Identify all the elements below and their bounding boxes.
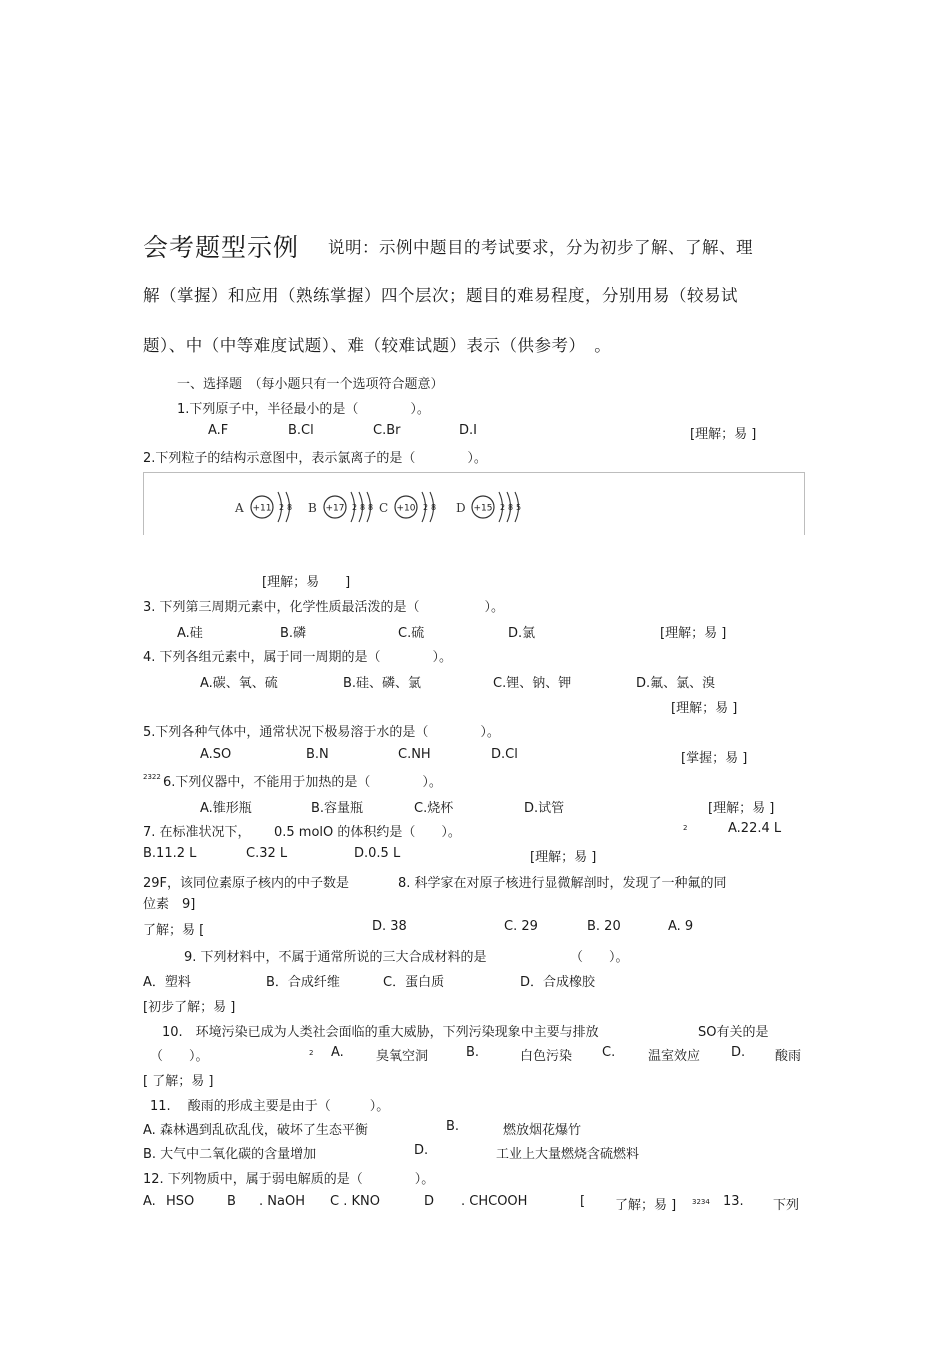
q4-option-c: C.锂、钠、钾 xyxy=(493,676,572,691)
q11-stem: 11. 酸雨的形成主要是由于（ ）。 xyxy=(150,1099,390,1114)
q9-option-d: D．合成橡胶 xyxy=(520,975,596,990)
q5-option-a: A.SO xyxy=(200,747,232,762)
q1-tag: [理解；易 ] xyxy=(690,427,757,442)
q1-option-c: C.Br xyxy=(373,423,401,438)
q8-option-a: A. 9 xyxy=(668,919,694,934)
q4-option-a: A.碳、氧、硫 xyxy=(200,676,278,691)
electron-count-b-3: 8 xyxy=(368,503,374,512)
q6-stem: 6.下列仪器中，不能用于加热的是（ ）。 xyxy=(163,775,442,790)
q12-option-a-text: HSO xyxy=(166,1194,195,1209)
q7-option-a: A.22.4 L xyxy=(728,821,782,836)
q5-tag: [掌握；易 ] xyxy=(681,751,748,766)
q8-line-1b: 8. 科学家在对原子核进行显微解剖时，发现了一种氟的同 xyxy=(398,876,727,891)
q12-stem: 12. 下列物质中，属于弱电解质的是（ ）。 xyxy=(143,1172,435,1187)
q8-line-1a: 29F，该同位素原子核内的中子数是 xyxy=(143,876,350,891)
q12-option-c: C . KNO xyxy=(330,1194,380,1209)
q12-tag: 了解；易 ] xyxy=(615,1198,677,1213)
q13-stem-start: 下列 xyxy=(773,1198,800,1213)
q4-option-d: D.氟、氯、溴 xyxy=(636,676,716,691)
q12-option-d-text: . CHCOOH xyxy=(461,1194,528,1209)
electron-count-c-1: 2 xyxy=(423,503,429,512)
q9-option-a: A．塑料 xyxy=(143,975,191,990)
q12-option-d-letter: D xyxy=(424,1194,435,1209)
q1-stem: 1.下列原子中，半径最小的是（ ）。 xyxy=(177,402,430,417)
q1-option-a: A.F xyxy=(208,423,229,438)
q12-option-b-text: . NaOH xyxy=(259,1194,305,1209)
q5-option-b: B.N xyxy=(306,747,329,762)
q6-tag: [理解；易 ] xyxy=(708,801,775,816)
q6-option-a: A.锥形瓶 xyxy=(200,801,252,816)
electron-count-b-2: 8 xyxy=(360,503,366,512)
q12-tag-bracket: [ xyxy=(580,1194,586,1209)
electron-count-d-2: 8 xyxy=(508,503,514,512)
q10-option-c-letter: C. xyxy=(602,1045,616,1060)
atom-structure-figure xyxy=(143,472,805,535)
nucleus-charge-c: +10 xyxy=(396,503,416,514)
q3-option-a: A.硅 xyxy=(177,626,203,641)
q11-option-3: B. 大气中二氧化碳的含量增加 xyxy=(143,1147,317,1162)
q10-option-b-text: 白色污染 xyxy=(520,1049,573,1064)
q9-blank: （ ）。 xyxy=(570,950,629,965)
q7-subscript: 2 xyxy=(683,824,688,832)
q10-option-d-letter: D. xyxy=(731,1045,746,1060)
intro-line-3: 题）、中（中等难度试题）、难（较难试题）表示（供参考） 。 xyxy=(143,336,612,355)
q8-option-d: D. 38 xyxy=(372,919,407,934)
q4-stem: 4. 下列各组元素中，属于同一周期的是（ ）。 xyxy=(143,650,453,665)
q8-tag: 了解；易 [ xyxy=(143,923,205,938)
q12-subscript-digits: 3234 xyxy=(692,1198,710,1206)
electron-count-c-2: 8 xyxy=(431,503,437,512)
q10-tag: [ 了解；易 ] xyxy=(143,1074,214,1089)
q10-blank: （ ）。 xyxy=(150,1049,209,1064)
electron-count-d-3: 5 xyxy=(516,503,522,512)
q4-tag: [理解；易 ] xyxy=(671,701,738,716)
q6-subscript-digits: 2322 xyxy=(143,773,161,781)
q7-stem-a: 7. 在标准状况下， xyxy=(143,825,251,840)
q5-option-c: C.NH xyxy=(398,747,431,762)
q6-option-b: B.容量瓶 xyxy=(311,801,364,816)
q2-tag: [理解；易 ] xyxy=(262,575,351,590)
electron-count-b-1: 2 xyxy=(352,503,358,512)
nucleus-charge-d: +15 xyxy=(473,503,493,514)
q3-option-b: B.磷 xyxy=(280,626,307,641)
q1-option-d: D.I xyxy=(459,423,477,438)
q3-option-c: C.硫 xyxy=(398,626,425,641)
q8-option-c: C. 29 xyxy=(504,919,538,934)
q7-stem-b: 0.5 molO 的体积约是（ ）。 xyxy=(274,825,461,840)
page-title: 会考题型示例 xyxy=(143,233,300,262)
q11-option-1: A. 森林遇到乱砍乱伐，破坏了生态平衡 xyxy=(143,1123,368,1138)
q3-tag: [理解；易 ] xyxy=(660,626,727,641)
q12-option-b-letter: B xyxy=(227,1194,236,1209)
q7-option-d: D.0.5 L xyxy=(354,846,401,861)
diagram-label-d: D xyxy=(456,501,466,515)
q11-option-2-text: 燃放烟花爆竹 xyxy=(503,1123,582,1138)
q9-tag: [初步了解；易 ] xyxy=(143,1000,236,1015)
q4-option-b: B.硅、磷、氯 xyxy=(343,676,422,691)
nucleus-charge-b: +17 xyxy=(325,503,345,514)
q9-option-c: C．蛋白质 xyxy=(383,975,445,990)
q10-option-a-text: 臭氧空洞 xyxy=(376,1049,429,1064)
q13-number: 13. xyxy=(723,1194,744,1209)
atom-structure-diagrams xyxy=(143,473,805,535)
diagram-label-b: B xyxy=(308,501,317,515)
electron-count-d-1: 2 xyxy=(500,503,506,512)
q10-stem-end: SO有关的是 xyxy=(698,1025,769,1040)
q6-option-c: C.烧杯 xyxy=(414,801,454,816)
q10-option-c-text: 温室效应 xyxy=(648,1049,701,1064)
diagram-label-c: C xyxy=(379,501,389,515)
q12-option-a-letter: A. xyxy=(143,1194,156,1209)
q10-option-b-letter: B. xyxy=(466,1045,480,1060)
q7-tag: [理解；易 ] xyxy=(530,850,597,865)
q10-subscript: 2 xyxy=(309,1049,314,1057)
q3-stem: 3. 下列第三周期元素中，化学性质最活泼的是（ ）。 xyxy=(143,600,505,615)
q10-stem: 10. 环境污染已成为人类社会面临的重大威胁，下列污染现象中主要与排放 xyxy=(162,1025,599,1040)
q7-option-c: C.32 L xyxy=(246,846,288,861)
q9-option-b: B．合成纤维 xyxy=(266,975,340,990)
q8-line-2: 位素 9] xyxy=(143,897,196,912)
q5-stem: 5.下列各种气体中，通常状况下极易溶于水的是（ ）。 xyxy=(143,725,500,740)
q11-option-4-text: 工业上大量燃烧含硫燃料 xyxy=(496,1147,640,1162)
q5-option-d: D.Cl xyxy=(491,747,518,762)
q3-option-d: D.氯 xyxy=(508,626,536,641)
q8-option-b: B. 20 xyxy=(587,919,621,934)
q9-stem: 9. 下列材料中，不属于通常所说的三大合成材料的是 xyxy=(184,950,487,965)
q2-stem: 2.下列粒子的结构示意图中，表示氯离子的是（ ）。 xyxy=(143,451,487,466)
electron-count-a-1: 2 xyxy=(279,503,285,512)
q10-option-d-text: 酸雨 xyxy=(775,1049,802,1064)
intro-line-2: 解（掌握）和应用（熟练掌握）四个层次；题目的难易程度，分别用易（较易试 xyxy=(143,286,738,305)
nucleus-charge-a: +11 xyxy=(252,503,272,514)
q11-option-4-letter: D. xyxy=(414,1143,429,1158)
diagram-label-a: A xyxy=(235,501,244,515)
q11-option-2-letter: B. xyxy=(446,1119,460,1134)
q6-option-d: D.试管 xyxy=(524,801,565,816)
section-heading: 一、选择题 （每小题只有一个选项符合题意） xyxy=(177,377,444,392)
intro-line-1: 说明：示例中题目的考试要求，分为初步了解、了解、理 xyxy=(328,238,753,257)
q7-option-b: B.11.2 L xyxy=(143,846,197,861)
q1-option-b: B.Cl xyxy=(288,423,314,438)
electron-count-a-2: 8 xyxy=(287,503,293,512)
q10-option-a-letter: A. xyxy=(331,1045,344,1060)
